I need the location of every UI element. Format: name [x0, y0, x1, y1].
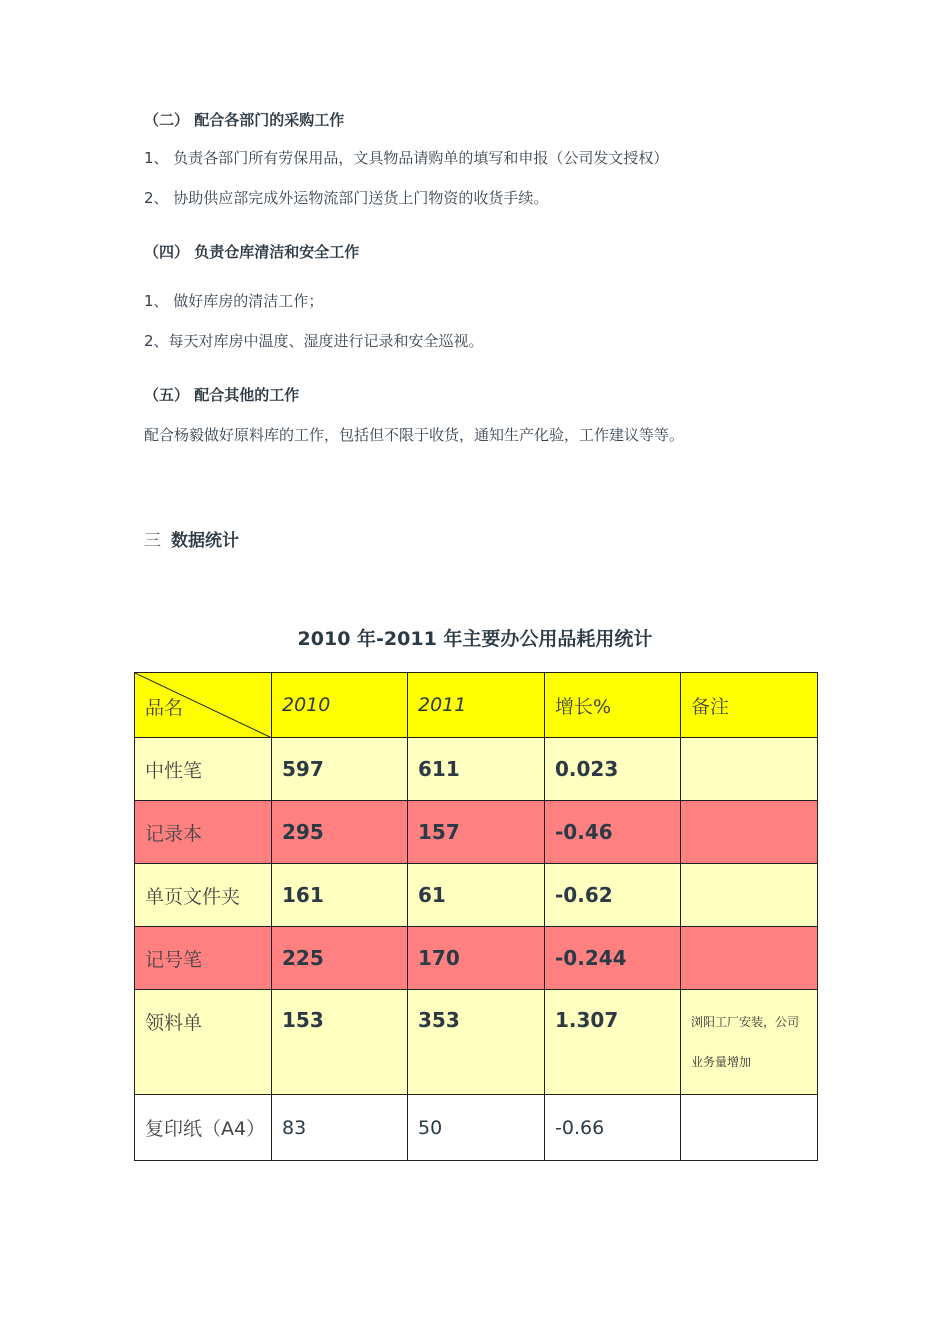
section-5-heading: （五） 配合其他的工作 [144, 386, 300, 404]
table-title: 2010 年-2011 年主要办公用品耗用统计 [297, 628, 653, 650]
header-2011: 2011 [408, 673, 545, 738]
section-3-title [144, 526, 239, 551]
row-growth: 0.023 [545, 738, 681, 801]
table-row [135, 738, 818, 801]
header-name-label: 品名 [145, 697, 184, 719]
diagonal-divider [135, 673, 272, 738]
row-growth: -0.46 [545, 801, 681, 864]
row-name: 记号笔 [135, 927, 272, 990]
table-row [135, 927, 818, 990]
row-growth: -0.244 [545, 927, 681, 990]
row-2011: 61 [408, 864, 545, 927]
usage-table [134, 672, 818, 1161]
row-name: 中性笔 [135, 738, 272, 801]
row-2010: 83 [272, 1095, 408, 1161]
section-5-text: 配合杨毅做好原料库的工作，包括但不限于收货，通知生产化验，工作建议等等。 [144, 426, 685, 444]
row-2011: 353 [408, 990, 545, 1095]
section-3-number: 三 [144, 531, 161, 551]
section-2-heading: （二） 配合各部门的采购工作 [144, 111, 345, 129]
section-2-item-2: 2、 协助供应部完成外运物流部门送货上门物资的收货手续。 [144, 189, 549, 207]
table-row [135, 990, 818, 1095]
section-2-item-1: 1、 负责各部门所有劳保用品，文具物品请购单的填写和申报（公司发文授权） [144, 149, 669, 167]
row-note [681, 927, 818, 990]
table-row [135, 864, 818, 927]
section-4-item-1: 1、 做好库房的清洁工作； [144, 292, 324, 310]
section-3-title-text: 数据统计 [171, 531, 239, 551]
row-name: 记录本 [135, 801, 272, 864]
row-2011: 50 [408, 1095, 545, 1161]
row-note [681, 801, 818, 864]
section-4-heading: （四） 负责仓库清洁和安全工作 [144, 243, 360, 261]
table-row [135, 801, 818, 864]
row-note [681, 1095, 818, 1161]
row-growth: -0.66 [545, 1095, 681, 1161]
row-growth: 1.307 [545, 990, 681, 1095]
row-2010: 597 [272, 738, 408, 801]
header-growth: 增长% [545, 673, 681, 738]
row-note [681, 738, 818, 801]
row-name: 单页文件夹 [135, 864, 272, 927]
table-row [135, 1095, 818, 1161]
row-2011: 611 [408, 738, 545, 801]
header-name [135, 673, 272, 738]
row-note: 浏阳工厂安装，公司业务量增加 [681, 990, 818, 1095]
row-2011: 170 [408, 927, 545, 990]
row-name: 领料单 [135, 990, 272, 1095]
row-growth: -0.62 [545, 864, 681, 927]
header-2010: 2010 [272, 673, 408, 738]
row-name: 复印纸（A4） [135, 1095, 272, 1161]
row-2010: 161 [272, 864, 408, 927]
row-2010: 225 [272, 927, 408, 990]
row-2010: 153 [272, 990, 408, 1095]
row-note [681, 864, 818, 927]
row-2011: 157 [408, 801, 545, 864]
row-2010: 295 [272, 801, 408, 864]
table-header-row [135, 673, 818, 738]
header-note: 备注 [681, 673, 818, 738]
section-4-item-2: 2、每天对库房中温度、湿度进行记录和安全巡视。 [144, 332, 484, 350]
